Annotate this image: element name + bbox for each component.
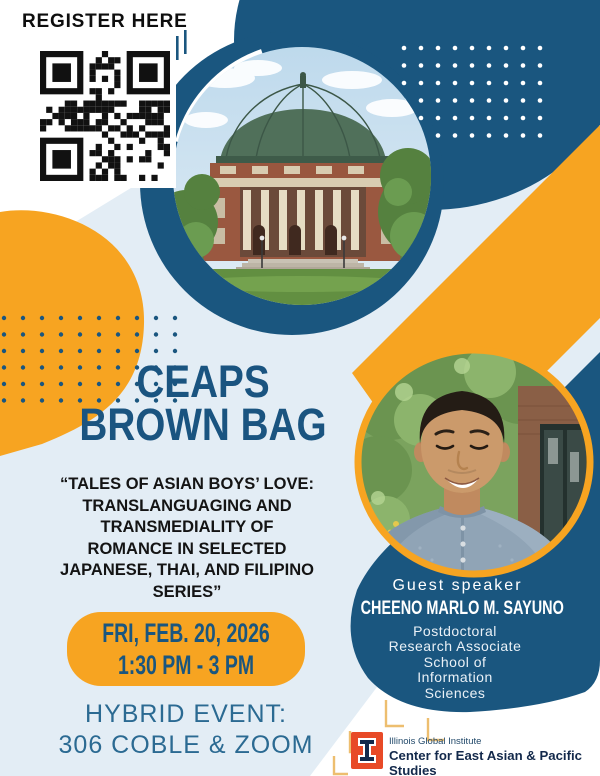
register-here-label: REGISTER HERE — [22, 11, 188, 32]
speaker-role: Postdoctoral Research Associate School of Information Sciences — [388, 623, 522, 701]
footer-institute-name: Illinois Global Institute — [389, 736, 482, 747]
event-date: FRI, FEB. 20, 2026 — [102, 618, 270, 648]
venue-info: HYBRID EVENT: 306 COBLE & ZOOM — [58, 700, 314, 759]
line-decor — [176, 30, 187, 60]
illinois-block-i-logo — [351, 732, 383, 774]
date-time-badge — [67, 612, 305, 686]
footer-center-name: Center for East Asian & Pacific Studies — [389, 748, 582, 776]
guest-speaker-label: Guest speaker — [392, 577, 523, 594]
event-time: 1:30 PM - 3 PM — [117, 650, 255, 680]
event-title — [53, 356, 354, 450]
speaker-name: CHEENO MARLO M. SAYUNO — [360, 598, 564, 619]
event-title-line2: BROWN BAG — [79, 399, 327, 450]
qr-code — [38, 48, 176, 188]
talk-title: “TALES OF ASIAN BOYS’ LOVE: TRANSLANGUAGING AND TRANSMEDIALITY OF ROMANCE IN SELECTED JAPANESE, THAI, AND FILIPINO SERIES” — [60, 475, 314, 601]
event-title-line1: CEAPS — [136, 356, 270, 407]
